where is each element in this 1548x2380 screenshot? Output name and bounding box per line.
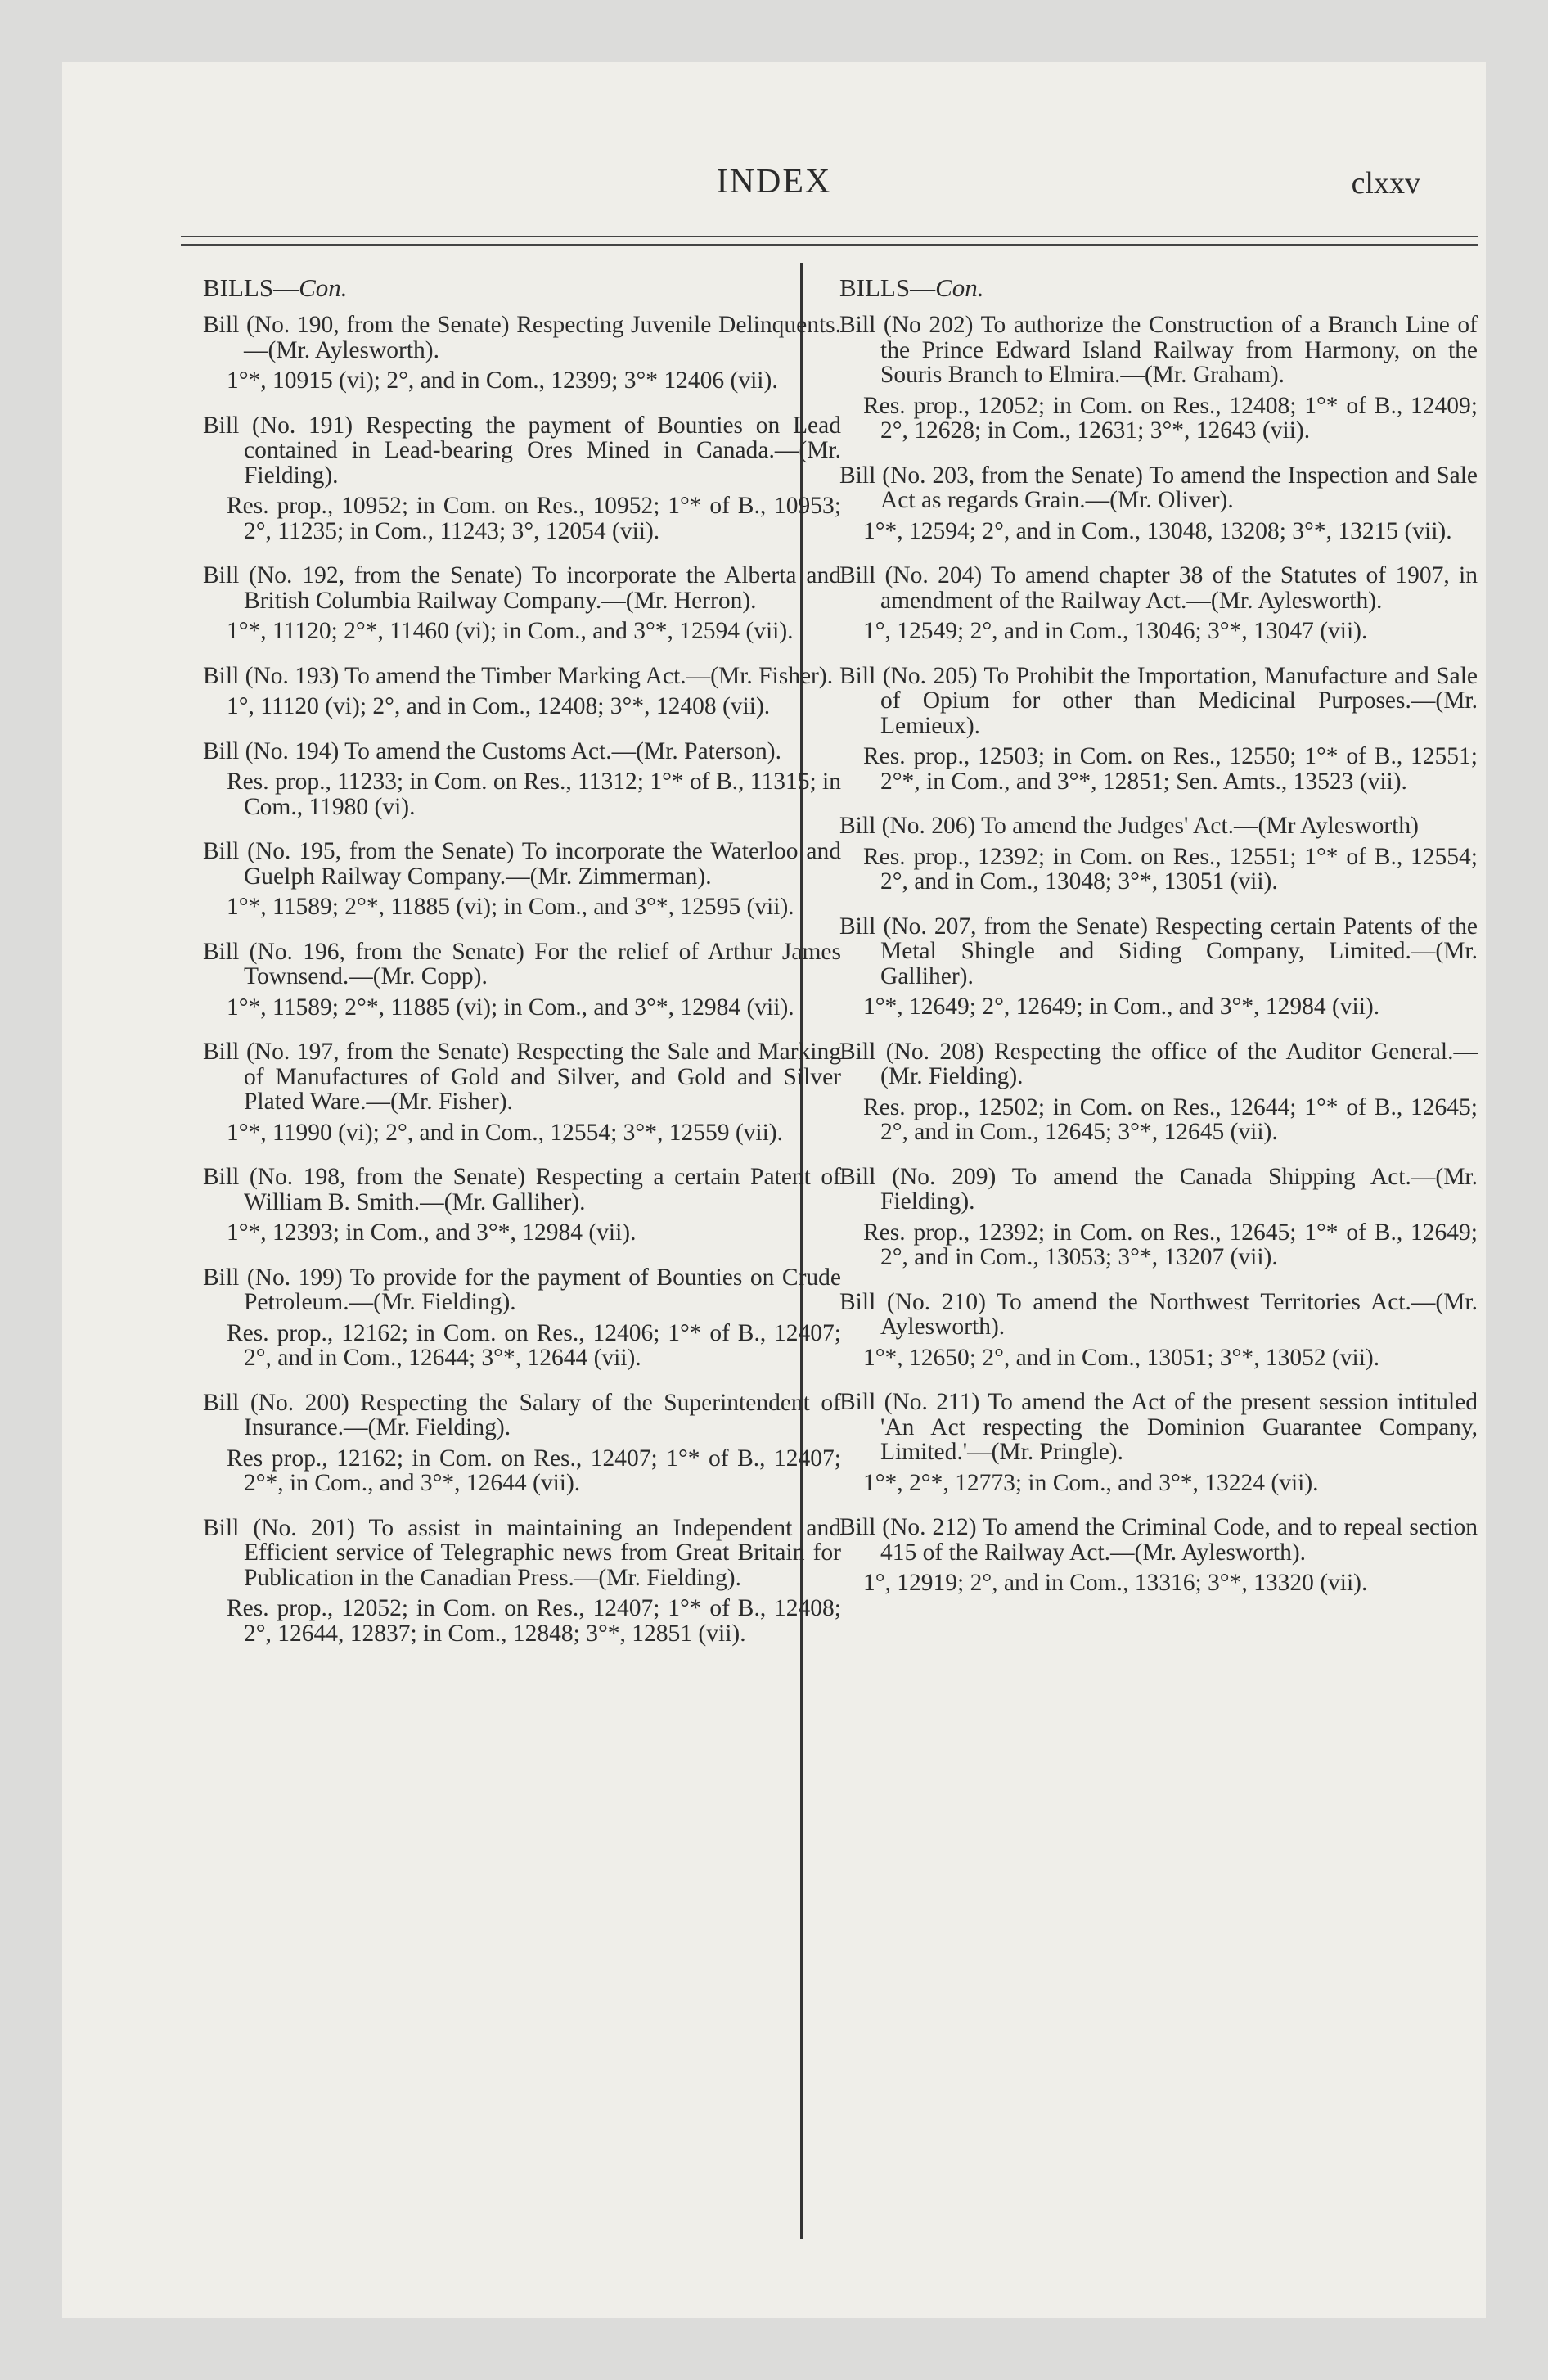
page-title: INDEX <box>716 163 832 201</box>
entry-reference: 1°*, 11589; 2°*, 11885 (vi); in Com., and 3°*, 12595 (vii). <box>227 894 794 920</box>
entry-title: Bill (No. 191) Respecting the payment of Bounties on Lead contained in Lead-bearing Ores Mined in Canada.—(Mr. Fielding). <box>203 412 841 489</box>
index-entry <box>203 1516 841 1647</box>
left-column <box>203 273 841 1666</box>
entry-reference: 1°*, 12393; in Com., and 3°*, 12984 (vii). <box>227 1219 637 1246</box>
index-entry <box>203 664 841 719</box>
entry-title: Bill (No. 210) To amend the Northwest Territories Act.—(Mr. Aylesworth). <box>839 1288 1478 1340</box>
entry-title: Bill (No. 200) Respecting the Salary of the Superintendent of Insurance.—(Mr. Fielding). <box>203 1389 841 1440</box>
entry-title: Bill (No. 203, from the Senate) To amend the Inspection and Sale Act as regards Grain.—(Mr. Oliver). <box>839 462 1478 513</box>
entry-title: Bill (No. 206) To amend the Judges' Act.—(Mr Aylesworth) <box>839 813 1419 839</box>
entry-reference: Res. prop., 12392; in Com. on Res., 12551; 1°* of B., 12554; 2°, and in Com., 13048; 3°*, 13051 (vii). <box>863 843 1478 895</box>
entry-reference: Res. prop., 12052; in Com. on Res., 12407; 1°* of B., 12408; 2°, 12644, 12837; in Com., 12848; 3°*, 12851 (vii). <box>227 1595 841 1647</box>
index-entry <box>839 1290 1478 1371</box>
entry-title: Bill (No. 198, from the Senate) Respecting a certain Patent of William B. Smith.—(Mr. Galliher). <box>203 1164 841 1215</box>
index-entry <box>203 313 841 394</box>
index-entry <box>839 563 1478 644</box>
entry-reference: 1°, 11120 (vi); 2°, and in Com., 12408; 3°*, 12408 (vii). <box>227 693 771 719</box>
index-entry <box>203 940 841 1021</box>
index-entry <box>203 839 841 920</box>
entry-reference: Res. prop., 12162; in Com. on Res., 12406; 1°* of B., 12407; 2°, and in Com., 12644; 3°*, 12644 (vii). <box>227 1319 841 1371</box>
entry-title: Bill (No. 196, from the Senate) For the relief of Arthur James Townsend.—(Mr. Copp). <box>203 938 841 989</box>
entry-title: Bill (No. 205) To Prohibit the Importation, Manufacture and Sale of Opium for other than Medicinal Purposes.—(Mr. Lemieux). <box>839 662 1478 739</box>
entry-title: Bill (No. 199) To provide for the payment of Bounties on Crude Petroleum.—(Mr. Fielding). <box>203 1264 841 1315</box>
entry-reference: 1°*, 11589; 2°*, 11885 (vi); in Com., and 3°*, 12984 (vii). <box>227 994 794 1021</box>
entry-reference: 1°, 12919; 2°, and in Com., 13316; 3°*, 13320 (vii). <box>863 1570 1368 1596</box>
entry-title: Bill (No. 197, from the Senate) Respecting the Sale and Marking of Manufactures of Gold and Silver, and Gold and Silver Plated Ware.—(Mr. Fisher). <box>203 1039 841 1115</box>
index-entry <box>203 1391 841 1496</box>
index-entry <box>203 563 841 644</box>
entry-title: Bill (No. 190, from the Senate) Respecting Juvenile Delinquents.—(Mr. Aylesworth). <box>203 312 841 363</box>
document-page <box>62 62 1486 2318</box>
section-suffix: Con. <box>935 273 984 302</box>
index-entry <box>839 1039 1478 1145</box>
section-heading: BILLS—Con. <box>839 273 984 302</box>
entry-reference: 1°*, 11120; 2°*, 11460 (vi); in Com., and 3°*, 12594 (vii). <box>227 618 794 644</box>
section-suffix: Con. <box>299 273 348 302</box>
index-entry <box>839 313 1478 444</box>
index-entry <box>203 1265 841 1371</box>
page-header <box>62 162 1486 211</box>
index-entry <box>203 413 841 544</box>
entry-title: Bill (No. 193) To amend the Timber Marking Act.—(Mr. Fisher). <box>203 662 834 689</box>
entry-title: Bill (No. 194) To amend the Customs Act.—(Mr. Paterson). <box>203 737 781 764</box>
entry-reference: 1°, 12549; 2°, and in Com., 13046; 3°*, 13047 (vii). <box>863 618 1368 644</box>
index-entry <box>839 664 1478 795</box>
page-folio: clxxv <box>1351 166 1420 201</box>
entry-reference: Res prop., 12162; in Com. on Res., 12407; 1°* of B., 12407; 2°*, in Com., and 3°*, 12644 (vii). <box>227 1445 841 1496</box>
entry-reference: 1°*, 12649; 2°, 12649; in Com., and 3°*, 12984 (vii). <box>863 994 1380 1020</box>
entry-reference: Res. prop., 11233; in Com. on Res., 11312; 1°* of B., 11315; in Com., 11980 (vi). <box>227 769 841 820</box>
section-heading: BILLS—Con. <box>203 273 348 302</box>
entry-reference: Res. prop., 12052; in Com. on Res., 12408; 1°* of B., 12409; 2°, 12628; in Com., 12631; 3°*, 12643 (vii). <box>863 392 1478 444</box>
entry-title: Bill (No. 204) To amend chapter 38 of the Statutes of 1907, in amendment of the Railway Act.—(Mr. Aylesworth). <box>839 562 1478 614</box>
index-entry <box>203 1039 841 1145</box>
entry-title: Bill (No. 209) To amend the Canada Shipping Act.—(Mr. Fielding). <box>839 1163 1478 1215</box>
entry-reference: Res. prop., 12392; in Com. on Res., 12645; 1°* of B., 12649; 2°, and in Com., 13053; 3°*, 13207 (vii). <box>863 1219 1478 1270</box>
entry-list <box>203 313 841 1646</box>
index-entry <box>839 1390 1478 1495</box>
entry-title: Bill (No. 208) Respecting the office of the Auditor General.—(Mr. Fielding). <box>839 1038 1478 1089</box>
entry-title: Bill (No. 201) To assist in maintaining an Independent and Efficient service of Telegraphic news from Great Britain for Publication in the Canadian Press.—(Mr. Fielding). <box>203 1514 841 1591</box>
entry-reference: 1°*, 10915 (vi); 2°, and in Com., 12399; 3°* 12406 (vii). <box>227 367 778 394</box>
entry-title: Bill (No. 207, from the Senate) Respecting certain Patents of the Metal Shingle and Siding Company, Limited.—(Mr. Galliher). <box>839 913 1478 989</box>
entry-reference: 1°*, 12650; 2°, and in Com., 13051; 3°*, 13052 (vii). <box>863 1344 1380 1371</box>
entry-reference: 1°*, 2°*, 12773; in Com., and 3°*, 13224 (vii). <box>863 1469 1319 1496</box>
entry-title: Bill (No. 195, from the Senate) To incorporate the Waterloo and Guelph Railway Company.—(Mr. Zimmerman). <box>203 838 841 890</box>
entry-title: Bill (No. 211) To amend the Act of the present session intituled 'An Act respecting the Dominion Guarantee Company, Limited.'—(Mr. Pringle). <box>839 1389 1478 1465</box>
entry-list <box>839 313 1478 1596</box>
entry-title: Bill (No 202) To authorize the Construction of a Branch Line of the Prince Edward Island Railway from Harmony, on the Souris Branch to Elmira.—(Mr. Graham). <box>839 312 1478 388</box>
index-entry <box>839 814 1478 895</box>
entry-reference: 1°*, 11990 (vi); 2°, and in Com., 12554; 3°*, 12559 (vii). <box>227 1119 783 1146</box>
header-rule-top <box>181 236 1478 237</box>
right-column <box>839 273 1478 1616</box>
index-entry <box>839 914 1478 1020</box>
index-entry <box>203 1165 841 1246</box>
entry-reference: Res. prop., 12502; in Com. on Res., 12644; 1°* of B., 12645; 2°, and in Com., 12645; 3°*, 12645 (vii). <box>863 1093 1478 1145</box>
index-entry <box>839 1165 1478 1270</box>
section-label: BILLS <box>839 273 911 302</box>
entry-title: Bill (No. 192, from the Senate) To incorporate the Alberta and British Columbia Railway Company.—(Mr. Herron). <box>203 562 841 614</box>
entry-title: Bill (No. 212) To amend the Criminal Code, and to repeal section 415 of the Railway Act.—(Mr. Aylesworth). <box>839 1514 1478 1566</box>
entry-reference: 1°*, 12594; 2°, and in Com., 13048, 13208; 3°*, 13215 (vii). <box>863 517 1452 544</box>
entry-reference: Res. prop., 10952; in Com. on Res., 10952; 1°* of B., 10953; 2°, 11235; in Com., 11243; 3°, 12054 (vii). <box>227 493 841 544</box>
section-label: BILLS <box>203 273 274 302</box>
entry-reference: Res. prop., 12503; in Com. on Res., 12550; 1°* of B., 12551; 2°*, in Com., and 3°*, 12851; Sen. Amts., 13523 (vii). <box>863 743 1478 795</box>
index-entry <box>839 1515 1478 1596</box>
index-entry <box>203 739 841 820</box>
header-rule-bottom <box>181 244 1478 246</box>
index-entry <box>839 463 1478 544</box>
